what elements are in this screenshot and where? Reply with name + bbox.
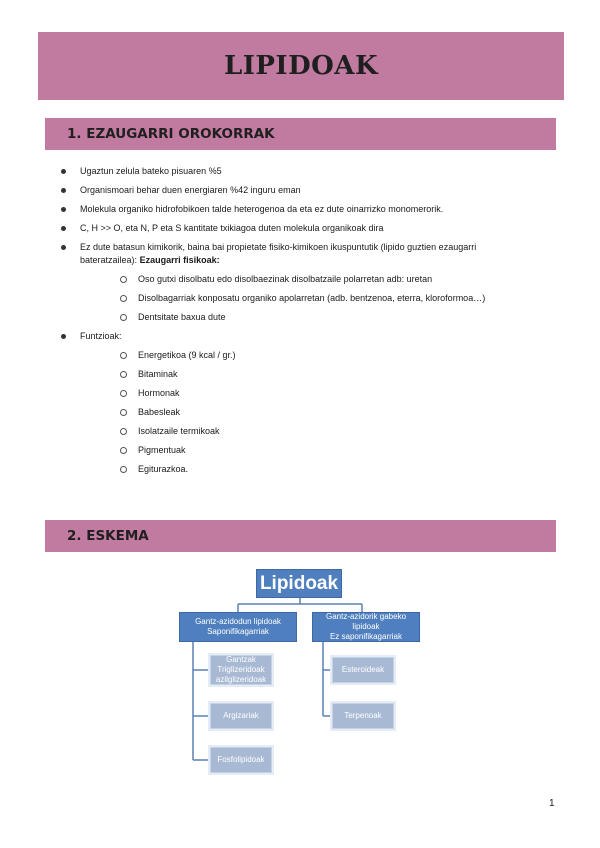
sublist-item-text: Egiturazkoa. <box>138 464 189 474</box>
node-label: azilglizeridoak <box>215 675 267 684</box>
section-heading-bar <box>45 520 556 552</box>
sublist-item <box>80 292 528 305</box>
circle-bullet-icon <box>120 466 127 473</box>
diagram-node-waxes <box>210 703 272 729</box>
node-label: Triglizeridoak <box>217 665 265 674</box>
functions-sublist <box>80 349 528 476</box>
circle-bullet-icon <box>120 447 127 454</box>
node-label: Esteroideak <box>341 665 385 674</box>
circle-bullet-icon <box>120 428 127 435</box>
list-item-text: Organismoari behar duen energiaren %42 inguru eman <box>80 185 301 195</box>
sublist-item-text: Oso gutxi disolbatu edo disolbaezinak disolbatzaile polarretan adb: uretan <box>138 274 433 284</box>
list-item-text: Molekula organiko hidrofobikoen talde heterogenoa da eta ez dute oinarrizko monomerorik. <box>80 204 444 214</box>
sublist-item <box>80 463 528 476</box>
sublist-item <box>80 368 528 381</box>
list-item-text: C, H >> O, eta N, P eta S kantitate txikiagoa duten molekula organikoak dira <box>80 223 384 233</box>
sublist-item <box>80 406 528 419</box>
list-item <box>58 241 528 324</box>
node-label: Fosfolipidoak <box>217 755 265 764</box>
bullet-icon <box>61 245 66 250</box>
sublist-item-text: Isolatzaile termikoak <box>138 426 220 436</box>
circle-bullet-icon <box>120 390 127 397</box>
diagram-node-fats <box>210 655 272 685</box>
node-label: lipidoak <box>352 622 380 631</box>
circle-bullet-icon <box>120 295 127 302</box>
bullet-icon <box>61 226 66 231</box>
sublist-item <box>80 425 528 438</box>
node-label: Lipidoak <box>259 572 339 594</box>
diagram-node-terpenes <box>332 703 394 729</box>
sublist-item <box>80 349 528 362</box>
diagram-node-steroids <box>332 657 394 683</box>
circle-bullet-icon <box>120 371 127 378</box>
list-item <box>58 184 528 197</box>
sublist-item <box>80 387 528 400</box>
sublist-item-text: Hormonak <box>138 388 180 398</box>
sublist-item <box>80 311 528 324</box>
page-number: 1 <box>549 798 555 809</box>
list-item <box>58 165 528 178</box>
node-label: Argizariak <box>223 711 259 720</box>
sublist-item-text: Energetikoa (9 kcal / gr.) <box>138 350 236 360</box>
section-heading-bar <box>45 118 556 150</box>
page-title: LIPIDOAK <box>223 51 379 81</box>
sublist-item <box>80 273 528 286</box>
circle-bullet-icon <box>120 352 127 359</box>
node-label: Terpenoak <box>344 711 382 720</box>
node-label: Ez saponifikagarriak <box>329 632 403 641</box>
physical-label: Ezaugarri fisikoak: <box>139 255 220 265</box>
circle-bullet-icon <box>120 409 127 416</box>
node-label: Gantzak <box>226 655 256 664</box>
bullet-icon <box>61 188 66 193</box>
sublist-item-text: Bitaminak <box>138 369 178 379</box>
diagram-node-root <box>256 569 342 598</box>
sublist-item-text: Disolbagarriak konposatu organiko apolarretan (adb. bentzenoa, eterra, kloroformoa…) <box>138 293 486 303</box>
list-item <box>58 330 528 476</box>
bullet-icon <box>61 169 66 174</box>
list-item <box>58 222 528 235</box>
list-item-text: Ugaztun zelula bateko pisuaren %5 <box>80 166 222 176</box>
physical-sublist <box>80 273 528 324</box>
diagram-node-saponifiable <box>179 612 297 642</box>
sublist-item-text: Dentsitate baxua dute <box>138 312 226 322</box>
node-label: Gantz-azidorik gabeko <box>325 612 407 621</box>
sublist-item-text: Pigmentuak <box>138 445 186 455</box>
bullet-icon <box>61 207 66 212</box>
section-1-heading: 1. EZAUGARRI OROKORRAK <box>67 126 275 142</box>
circle-bullet-icon <box>120 276 127 283</box>
diagram-node-phospholipids <box>210 747 272 773</box>
bullet-icon <box>61 334 66 339</box>
node-label: Saponifikagarriak <box>207 627 269 636</box>
sublist-item-text: Babesleak <box>138 407 181 417</box>
node-label: Gantz-azidodun lipidoak <box>195 617 281 626</box>
list-item-text: Ez dute batasun kimikorik, baina bai propietate fisiko-kimikoen ikuspuntutik (lipido guztien ezaugarri bateratzailea): <box>80 242 477 265</box>
section-2-heading: 2. ESKEMA <box>67 528 149 544</box>
list-item <box>58 203 528 216</box>
sublist-item <box>80 444 528 457</box>
diagram-node-nonsaponifiable <box>312 612 420 642</box>
list-item-text: Funtzioak: <box>80 331 122 341</box>
circle-bullet-icon <box>120 314 127 321</box>
title-banner <box>38 32 564 100</box>
characteristics-list <box>58 165 528 482</box>
